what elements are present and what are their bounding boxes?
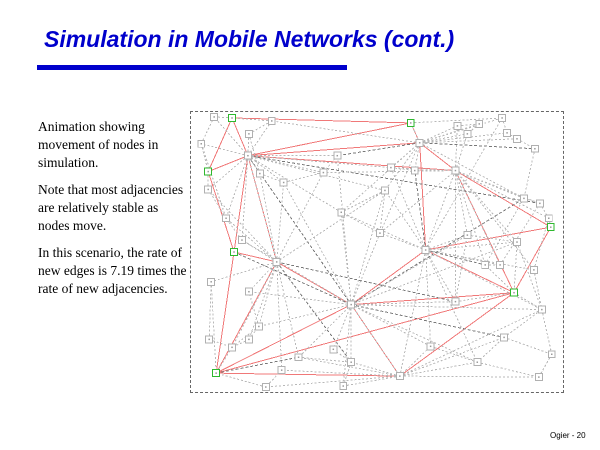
network-node-dot (479, 123, 480, 124)
network-node-dot (337, 155, 338, 156)
network-edge-dark (216, 357, 298, 373)
note-paragraph-3: In this scenario, the rate of new edges is 7.19 times the rate of new adjacencies. (38, 244, 187, 296)
network-node-dot (231, 347, 232, 348)
network-node-dot (455, 170, 456, 171)
network-node-dot (247, 155, 248, 156)
network-node-dot (258, 326, 259, 327)
network-node-dot (410, 122, 411, 123)
network-node-dot (323, 172, 324, 173)
network-node-dot (233, 251, 234, 252)
network-node-dot (541, 309, 542, 310)
network-diagram (190, 111, 564, 393)
network-edge-gray (214, 117, 248, 156)
network-edge-gray (208, 156, 248, 190)
network-edge-red (216, 305, 351, 374)
network-edge-red (351, 293, 514, 305)
network-edge-red (216, 373, 400, 376)
network-node-dot (201, 143, 202, 144)
network-node-dot (281, 369, 282, 370)
network-edge-gray (524, 149, 535, 199)
network-edge-gray (351, 305, 430, 347)
network-edge-gray (248, 156, 391, 168)
network-node-dot (384, 190, 385, 191)
network-edge-gray (400, 346, 431, 376)
network-edge-gray (211, 282, 216, 373)
network-edge-red (455, 171, 550, 228)
network-node-dot (457, 125, 458, 126)
network-edge-gray (260, 174, 277, 262)
network-node-dot (516, 241, 517, 242)
network-edge-gray (272, 121, 420, 143)
network-edge-gray (211, 262, 277, 282)
network-edge-gray (209, 282, 211, 340)
network-node-dot (548, 217, 549, 218)
network-node-dot (248, 339, 249, 340)
network-node-dot (210, 281, 211, 282)
network-edge-gray (201, 117, 214, 144)
network-edge-gray (400, 376, 539, 377)
network-edge-dark (351, 305, 504, 338)
network-edge-red (420, 143, 456, 171)
network-node-dot (341, 212, 342, 213)
network-node-dot (379, 232, 380, 233)
network-edge-gray (299, 305, 352, 358)
page-title: Simulation in Mobile Networks (cont.) (44, 26, 455, 52)
network-edge-gray (400, 337, 504, 376)
network-edge-gray (242, 156, 248, 240)
network-node-dot (538, 376, 539, 377)
network-node-dot (534, 148, 535, 149)
network-edge-gray (534, 270, 542, 310)
network-edge-gray (208, 189, 226, 218)
network-edge-red (208, 172, 234, 252)
network-edge-dark (351, 198, 524, 304)
network-node-dot (501, 117, 502, 118)
network-edge-gray (542, 310, 552, 355)
network-edge-gray (343, 376, 400, 386)
network-node-dot (467, 133, 468, 134)
network-edge-gray (517, 242, 542, 310)
network-node-dot (265, 386, 266, 387)
network-node-dot (213, 116, 214, 117)
network-edge-gray (249, 262, 277, 339)
network-node-dot (539, 203, 540, 204)
network-edge-gray (455, 171, 524, 199)
network-edge-gray (485, 265, 514, 293)
network-edge-gray (477, 337, 504, 362)
network-edge-gray (426, 250, 534, 270)
network-edge-gray (514, 242, 517, 293)
network-edge-gray (426, 250, 431, 346)
footer-page-label: Ogier - 20 (550, 431, 586, 440)
network-node-dot (298, 357, 299, 358)
network-node-dot (350, 304, 351, 305)
network-node-dot (271, 120, 272, 121)
network-edge-gray (420, 126, 458, 143)
network-edge-gray (248, 121, 272, 156)
network-node-dot (399, 375, 400, 376)
network-node-dot (208, 339, 209, 340)
network-node-dot (215, 372, 216, 373)
network-edge-gray (333, 305, 351, 350)
network-node-dot (533, 269, 534, 270)
network-edge-gray (277, 190, 385, 261)
network-node-dot (499, 264, 500, 265)
network-edge-gray (504, 310, 542, 338)
network-node-dot (430, 346, 431, 347)
network-node-dot (390, 167, 391, 168)
network-edge-red (514, 227, 551, 293)
network-edge-gray (216, 373, 266, 387)
network-edge-gray (201, 144, 226, 218)
network-node-dot (506, 132, 507, 133)
network-node-dot (241, 239, 242, 240)
note-paragraph-2: Note that most adjacencies are relatively stable as nodes move. (38, 181, 184, 233)
network-edge-gray (341, 212, 351, 304)
network-node-dot (207, 171, 208, 172)
network-edge-red (426, 250, 514, 293)
title-underline (37, 65, 347, 70)
network-node-dot (414, 170, 415, 171)
network-edge-gray (341, 190, 385, 212)
network-edge-dark (420, 143, 535, 149)
network-edge-gray (455, 134, 467, 171)
network-edge-gray (380, 233, 426, 250)
network-edge-gray (201, 144, 248, 156)
network-edge-red (216, 252, 234, 373)
network-node-dot (419, 142, 420, 143)
network-edge-gray (299, 357, 352, 362)
network-edge-gray (477, 362, 539, 377)
network-node-dot (425, 249, 426, 250)
network-edge-gray (455, 126, 457, 171)
network-edge-dark (234, 252, 351, 305)
network-node-dot (283, 182, 284, 183)
network-diagram-canvas (191, 112, 563, 392)
network-node-dot (333, 349, 334, 350)
network-edge-gray (248, 156, 341, 213)
network-node-dot (231, 117, 232, 118)
network-node-dot (550, 226, 551, 227)
network-node-dot (248, 133, 249, 134)
network-node-dot (248, 291, 249, 292)
network-node-dot (276, 261, 277, 262)
network-edge-gray (426, 171, 456, 250)
network-edge-gray (248, 156, 284, 183)
network-node-dot (484, 264, 485, 265)
network-edge-gray (385, 190, 426, 250)
network-node-dot (455, 301, 456, 302)
network-node-dot (350, 361, 351, 362)
network-edge-gray (341, 212, 380, 233)
network-edge-red (216, 262, 277, 373)
network-edge-gray (420, 139, 517, 143)
network-node-dot (225, 217, 226, 218)
network-node-dot (467, 234, 468, 235)
network-node-dot (551, 354, 552, 355)
network-edge-gray (504, 337, 552, 354)
network-node-dot (503, 337, 504, 338)
network-node-dot (477, 361, 478, 362)
network-edge-gray (514, 293, 542, 310)
network-edge-red (248, 123, 411, 156)
network-edge-gray (485, 198, 524, 265)
network-edge-gray (455, 171, 485, 265)
network-node-dot (516, 138, 517, 139)
network-node-dot (523, 198, 524, 199)
network-node-dot (342, 385, 343, 386)
network-node-dot (207, 189, 208, 190)
network-edge-gray (259, 305, 351, 327)
network-edge-gray (400, 250, 426, 376)
network-edge-gray (351, 305, 542, 310)
network-edge-gray (426, 242, 517, 250)
network-node-dot (259, 173, 260, 174)
notes-column (38, 118, 192, 307)
network-node-dot (513, 292, 514, 293)
note-paragraph-1: Animation showing movement of nodes in simulation. (38, 119, 159, 170)
network-edge-gray (266, 376, 400, 387)
